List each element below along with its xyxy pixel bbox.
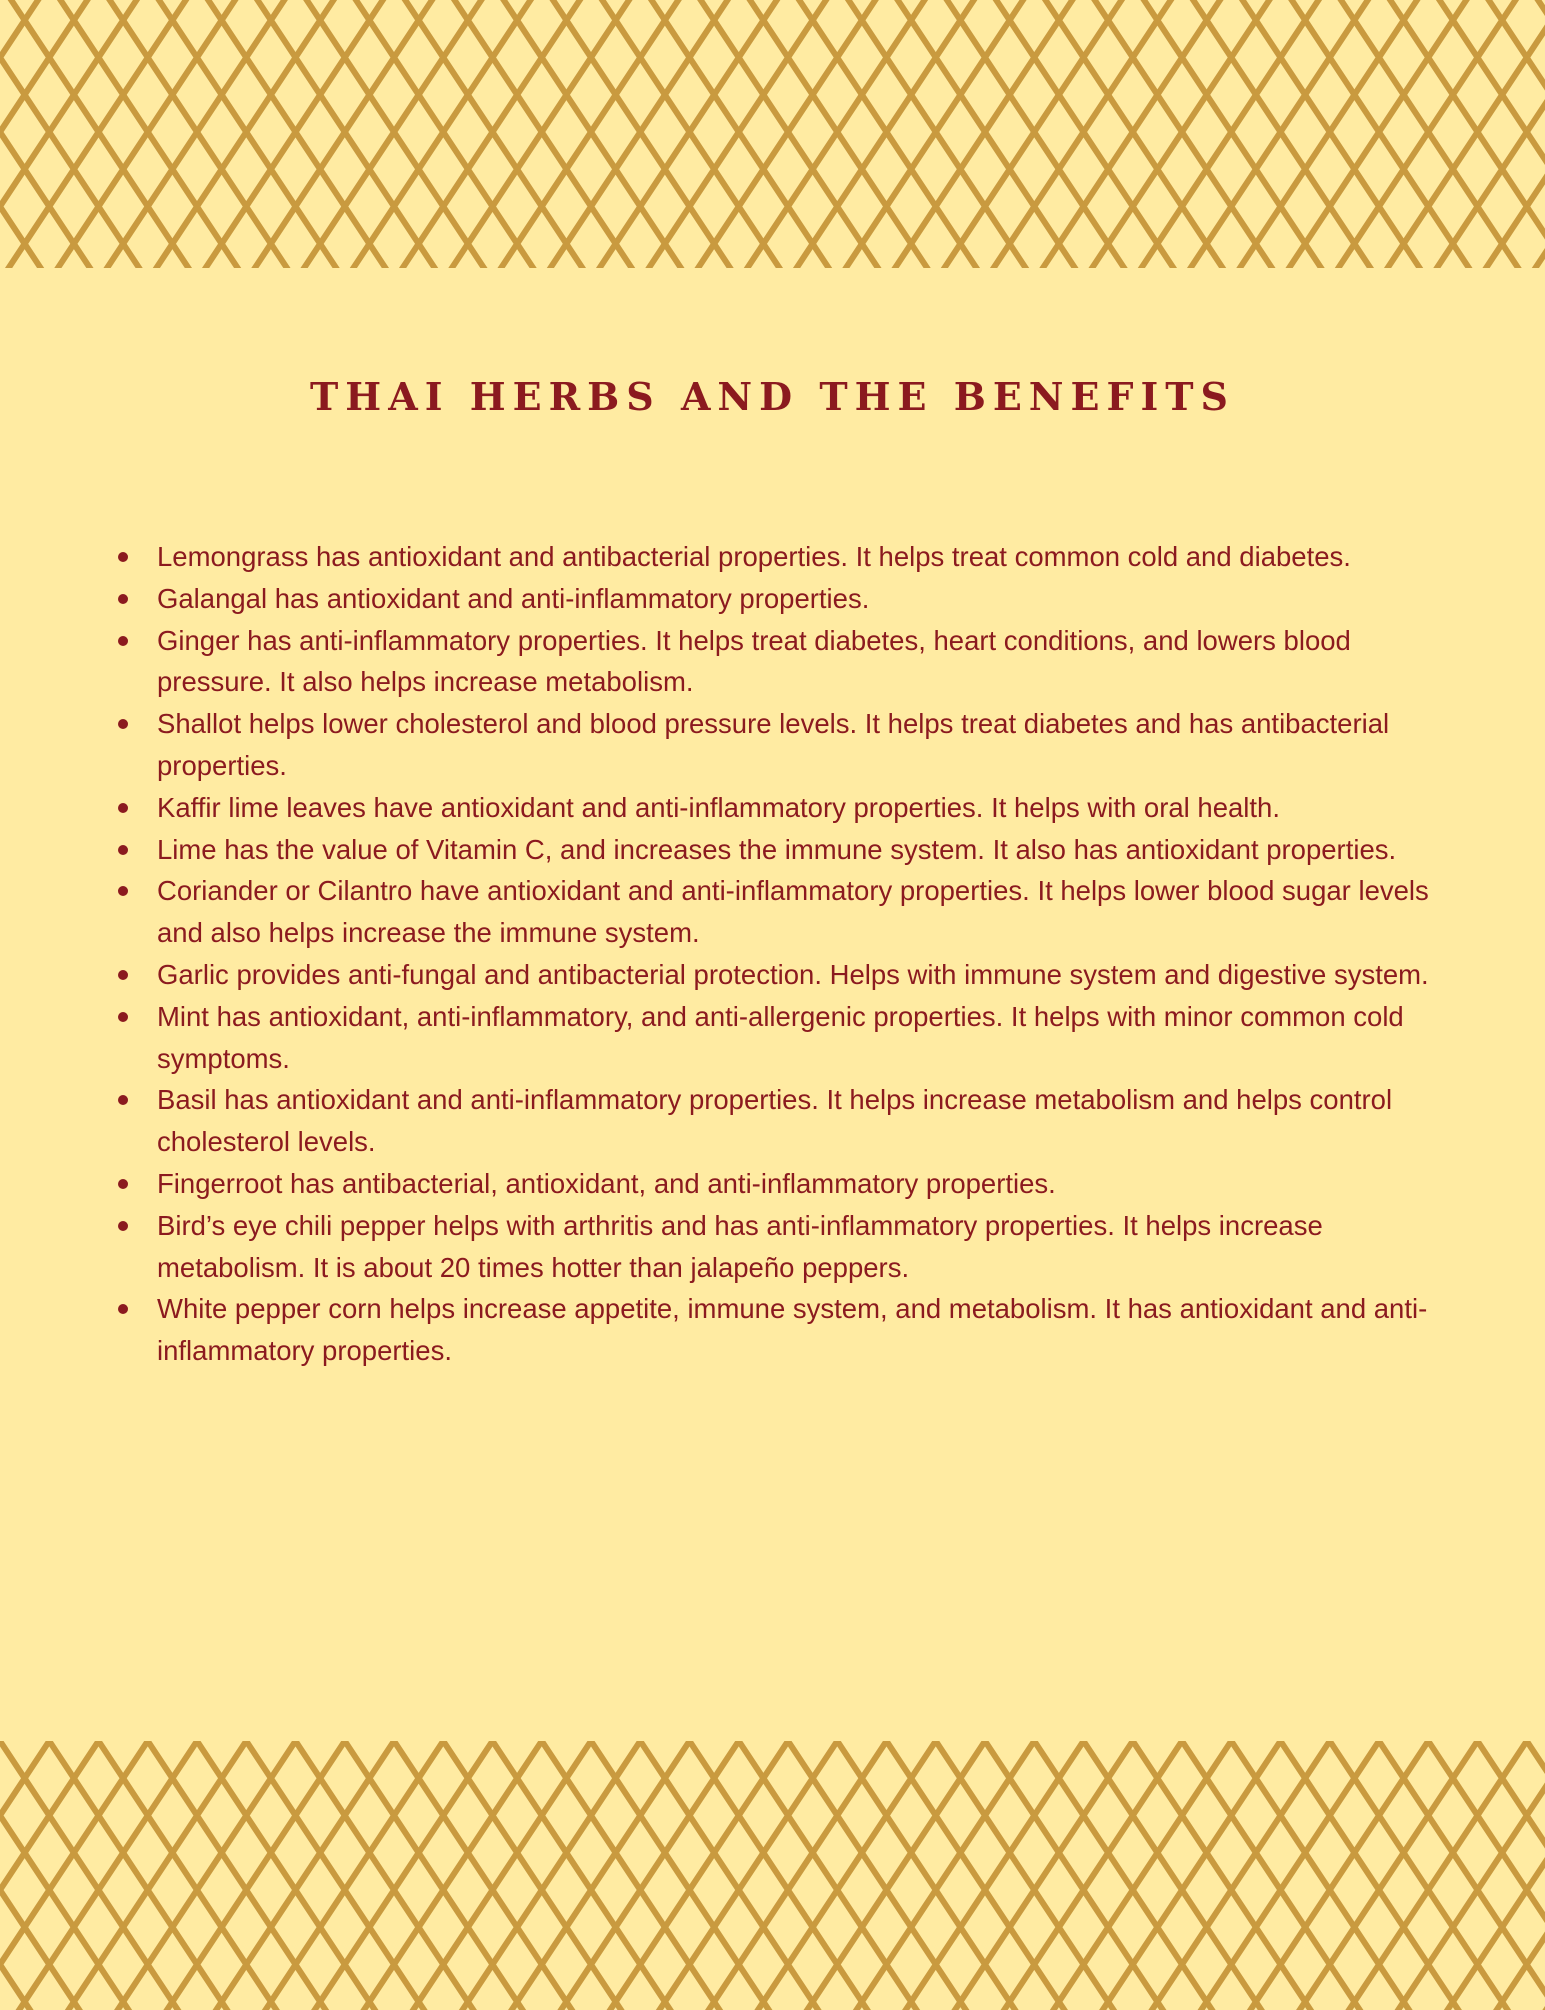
list-item-white-pepper-corn: White pepper corn helps increase appetite, immune system, and metabolism. It has antioxidant and anti-inflammatory properties. (157, 1288, 1447, 1372)
list-item-shallot: Shallot helps lower cholesterol and blood pressure levels. It helps treat diabetes and has antibacterial properties. (157, 703, 1447, 787)
list-item-kaffir-lime-leaves: Kaffir lime leaves have antioxidant and anti-inflammatory properties. It helps with oral health. (157, 787, 1447, 829)
bottom-lattice-pattern (0, 1735, 1545, 2010)
list-item-ginger: Ginger has anti-inflammatory properties. It helps treat diabetes, heart conditions, and lowers blood pressure. It also helps increase metabolism. (157, 620, 1447, 704)
list-item-basil: Basil has antioxidant and anti-inflammatory properties. It helps increase metabolism and helps control cholesterol levels. (157, 1079, 1447, 1163)
list-item-garlic: Garlic provides anti-fungal and antibacterial protection. Helps with immune system and digestive system. (157, 954, 1447, 996)
page-title: THAI HERBS AND THE BENEFITS (310, 374, 1235, 419)
list-item-lemongrass: Lemongrass has antioxidant and antibacterial properties. It helps treat common cold and diabetes. (157, 536, 1447, 578)
list-item-mint: Mint has antioxidant, anti-inflammatory, and anti-allergenic properties. It helps with minor common cold symptoms. (157, 996, 1447, 1080)
herb-benefits-list (157, 536, 1447, 1372)
list-item-galangal: Galangal has antioxidant and anti-inflammatory properties. (157, 578, 1447, 620)
list-item-lime: Lime has the value of Vitamin C, and increases the immune system. It also has antioxidant properties. (157, 829, 1447, 871)
list-item-fingerroot: Fingerroot has antibacterial, antioxidant, and anti-inflammatory properties. (157, 1163, 1447, 1205)
list-item-coriander: Coriander or Cilantro have antioxidant and anti-inflammatory properties. It helps lower blood sugar levels and also helps increase the immune system. (157, 870, 1447, 954)
list-item-birds-eye-chili: Bird’s eye chili pepper helps with arthritis and has anti-inflammatory properties. It helps increase metabolism. It is about 20 times hotter than jalapeño peppers. (157, 1205, 1447, 1289)
top-lattice-pattern (0, 0, 1545, 275)
